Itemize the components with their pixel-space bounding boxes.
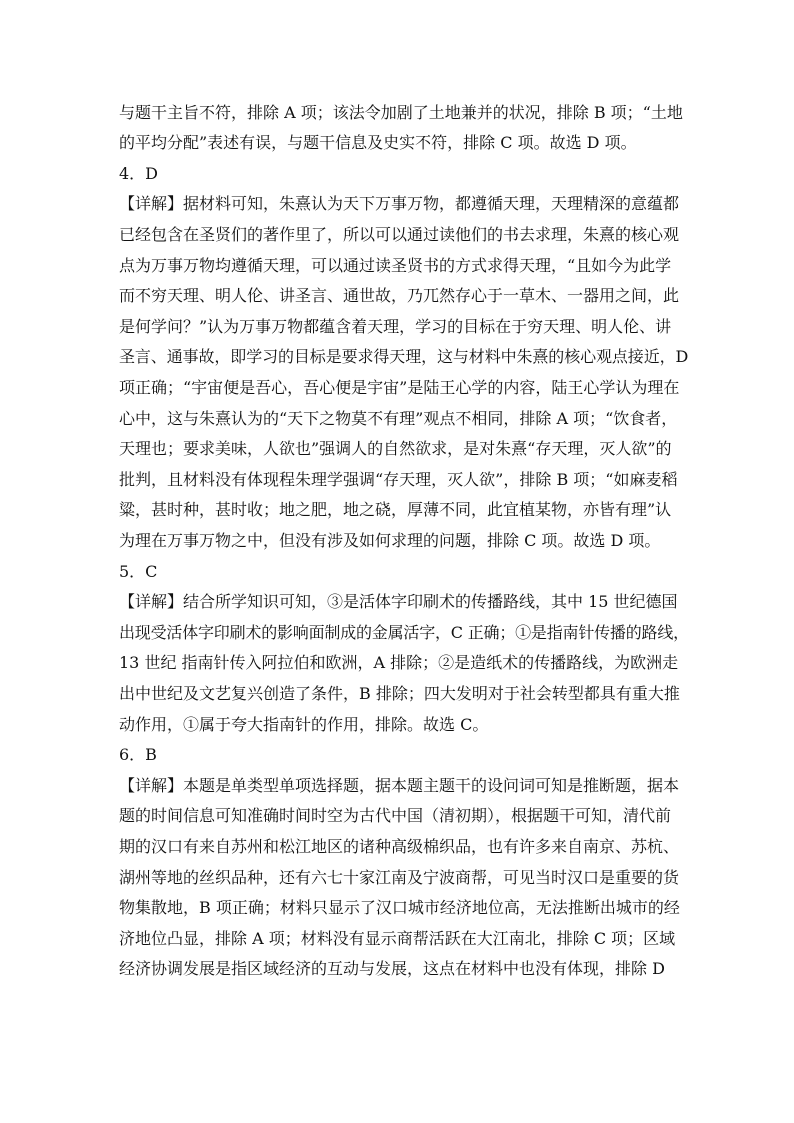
text-line: 【详解】本题是单类型单项选择题，据本题主题干的设问词可知是推断题，据本	[119, 776, 680, 795]
text-line: 批判，且材料没有体现程朱理学强调“存天理，灭人欲”，排除 B 项；“如麻麦稻	[119, 470, 678, 489]
text-line: 心中，这与朱熹认为的“天下之物莫不有理”观点不相同，排除 A 项；“饮食者，	[119, 409, 678, 428]
text-line: 【详解】结合所学知识可知，③是活体字印刷术的传播路线，其中 15 世纪德国	[119, 592, 678, 611]
text-line: 湖州等地的丝织品种，还有六七十家江南及宁波商帮，可见当时汉口是重要的货	[119, 868, 680, 887]
answer-heading-5: 5．C	[119, 562, 158, 581]
text-line: 圣言、通事故，即学习的目标是要求得天理，这与材料中朱熹的核心观点接近，D	[119, 347, 689, 366]
text-line: 天理也；要求美味，人欲也”强调人的自然欲求，是对朱熹“存天理，灭人欲”的	[119, 439, 672, 458]
text-line: 13 世纪 指南针传入阿拉伯和欧洲，A 排除；②是造纸术的传播路线，为欧洲走	[119, 653, 679, 672]
text-line: 是何学问？”认为万事万物都蕴含着天理，学习的目标在于穷天理、明人伦、讲	[119, 317, 672, 336]
text-line: 出中世纪及文艺复兴创造了条件，B 排除；四大发明对于社会转型都具有重大推	[119, 684, 680, 703]
text-line: 已经包含在圣贤们的著作里了，所以可以通过读他们的书去求理，朱熹的核心观	[119, 225, 680, 244]
text-line: 期的汉口有来自苏州和松江地区的诸种高级棉织品，也有许多来自南京、苏杭、	[119, 837, 680, 856]
text-line: 粱，甚时种，甚时收；地之肥，地之硗，厚薄不同，此宜植某物，亦皆有理”认	[119, 500, 672, 519]
text-line: 为理在万事万物之中，但没有涉及如何求理的问题，排除 C 项。故选 D 项。	[119, 531, 661, 550]
text-line: 的平均分配”表述有误，与题干信息及史实不符，排除 C 项。故选 D 项。	[119, 133, 637, 152]
answer-heading-4: 4．D	[119, 164, 159, 183]
text-line: 与题干主旨不符，排除 A 项；该法令加剧了土地兼并的状况，排除 B 项；“土地	[119, 103, 683, 122]
text-line: 点为万事万物均遵循天理，可以通过读圣贤书的方式求得天理，“且如今为此学	[119, 256, 672, 275]
text-line: 而不穷天理、明人伦、讲圣言、通世故，乃兀然存心于一草木、一器用之间，此	[119, 286, 680, 305]
text-line: 济地位凸显，排除 A 项；材料没有显示商帮活跃在大江南北，排除 C 项；区域	[119, 929, 676, 948]
answer-heading-6: 6．B	[119, 745, 157, 764]
text-line: 出现受活体字印刷术的影响面制成的金属活字，C 正确；①是指南针传播的路线，	[119, 623, 689, 642]
text-line: 动作用，①属于夸大指南针的作用，排除。故选 C。	[119, 715, 489, 734]
text-line: 物集散地，B 项正确；材料只显示了汉口城市经济地位高，无法推断出城市的经	[119, 898, 680, 917]
text-line: 题的时间信息可知准确时间时空为古代中国（清初期），根据题干可知，清代前	[119, 806, 672, 825]
text-line: 【详解】据材料可知，朱熹认为天下万事万物，都遵循天理，天理精深的意蕴都	[119, 194, 680, 213]
text-line: 项正确；“宇宙便是吾心，吾心便是宇宙”是陆王心学的内容，陆王心学认为理在	[119, 378, 680, 397]
text-line: 经济协调发展是指区域经济的互动与发展，这点在材料中也没有体现，排除 D	[119, 959, 665, 978]
